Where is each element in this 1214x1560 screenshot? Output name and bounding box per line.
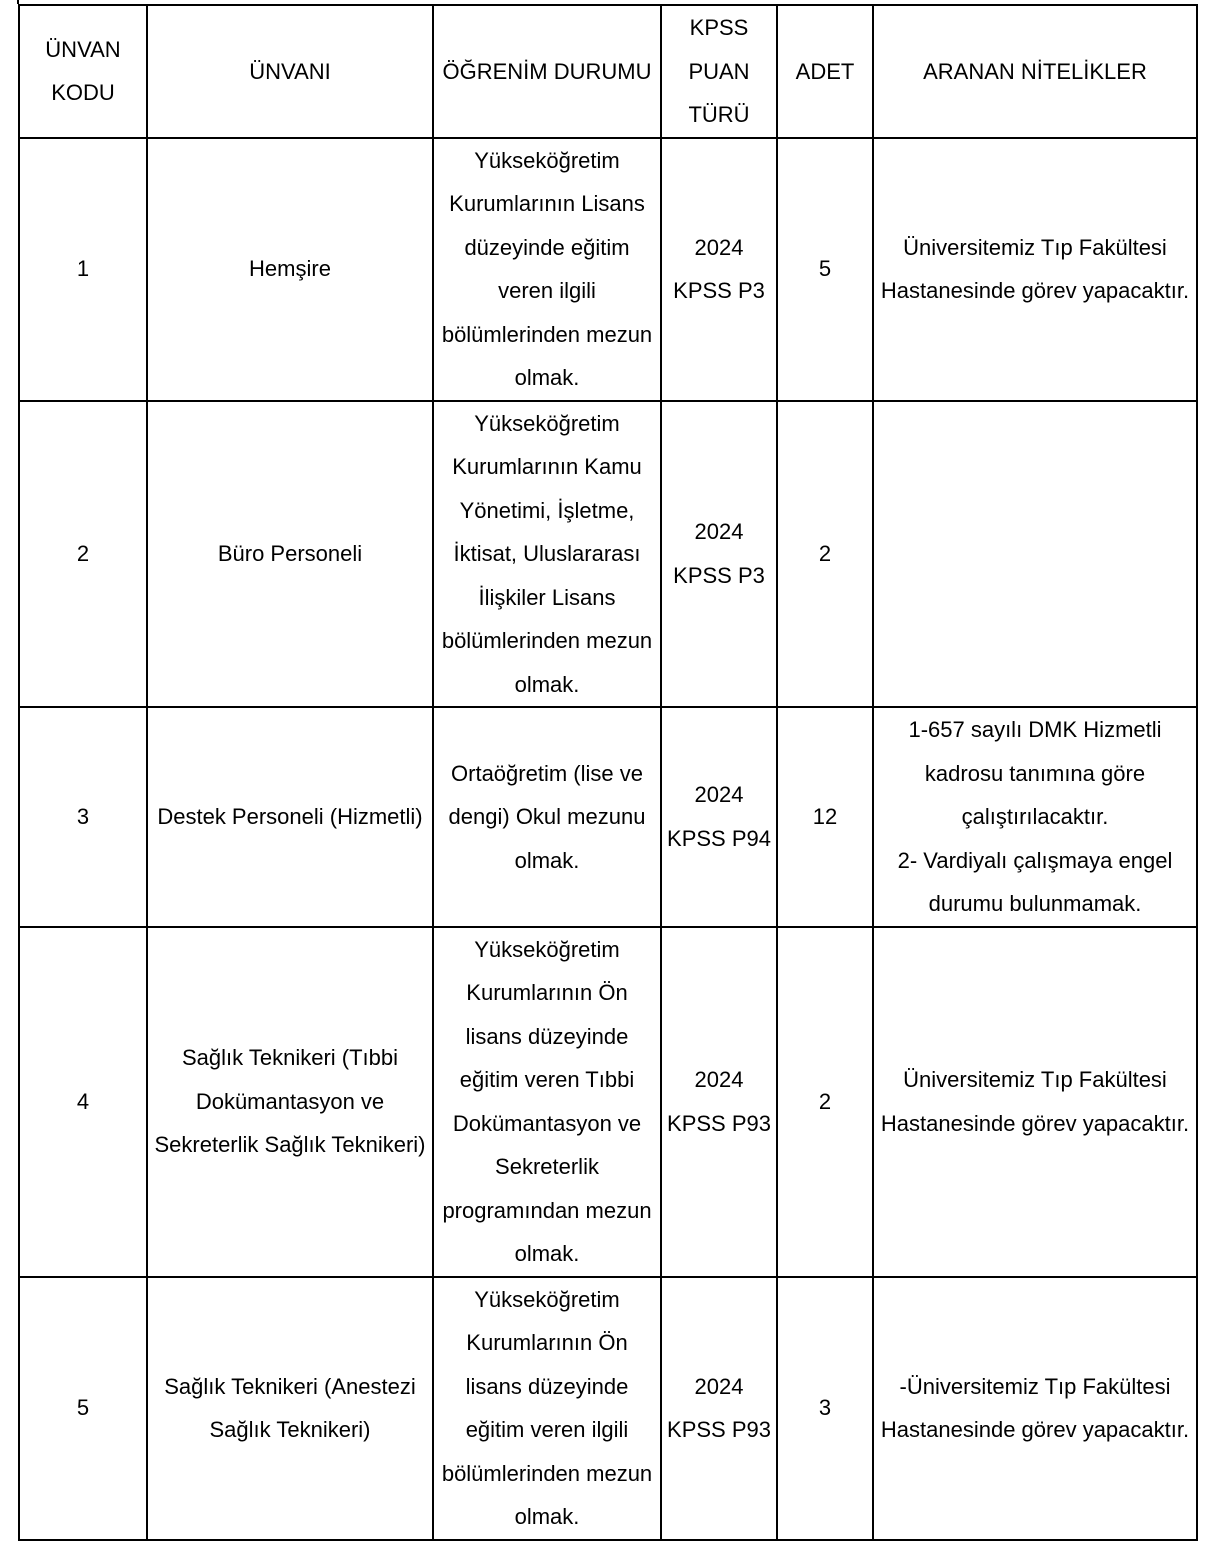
cell-education-line: veren ilgili — [498, 278, 596, 303]
cell-education-line: bölümlerinden mezun — [441, 321, 653, 347]
cell-requirements — [873, 1277, 1197, 1540]
cell-kpss-line: KPSS P93 — [667, 1110, 771, 1136]
cell-kpss-type — [661, 707, 777, 927]
cell-education-line: dengi) Okul mezunu — [448, 804, 646, 829]
cell-education-line: eğitim veren ilgili — [465, 1417, 629, 1442]
cell-count: 5 — [777, 138, 873, 401]
cell-education-line: bölümlerinden mezun — [441, 628, 653, 653]
cell-requirements-line: Hastanesinde görev yapacaktır. — [880, 1417, 1190, 1442]
cell-title-line: Büro Personeli — [217, 541, 363, 566]
cell-education-line: Sekreterlik — [495, 1154, 599, 1179]
cell-title-line: Destek Personeli (Hizmetli) — [157, 804, 423, 829]
cell-requirements-line: Üniversitemiz Tıp Fakültesi — [903, 234, 1167, 260]
header-code — [19, 5, 147, 138]
cell-requirements-line: çalıştırılacaktır. — [961, 804, 1109, 829]
cell-requirements-line: -Üniversitemiz Tıp Fakültesi — [899, 1373, 1171, 1399]
cell-requirements — [873, 401, 1197, 708]
cell-title-line: Sağlık Teknikeri (Anestezi — [164, 1373, 416, 1399]
cell-count: 3 — [777, 1277, 873, 1540]
header-kpss-line: PUAN — [688, 58, 750, 84]
cell-education — [433, 707, 661, 927]
header-code-line: ÜNVAN — [45, 36, 121, 62]
cell-education-line: olmak. — [514, 1504, 580, 1529]
cell-requirements — [873, 707, 1197, 927]
cell-requirements — [873, 927, 1197, 1277]
header-kpss-line: KPSS — [689, 15, 749, 40]
cell-code: 3 — [19, 707, 147, 927]
cell-kpss-line: 2024 — [694, 234, 744, 260]
cell-title-line: Hemşire — [249, 256, 331, 282]
cell-education-line: eğitim veren Tıbbi — [459, 1067, 635, 1092]
table-row — [19, 138, 1197, 401]
cell-requirements — [873, 138, 1197, 401]
cell-code: 4 — [19, 927, 147, 1277]
cell-education-line: Yükseköğretim — [474, 1286, 620, 1312]
cell-requirements-line: Hastanesinde görev yapacaktır. — [880, 278, 1190, 303]
cell-education-line: Yükseköğretim — [474, 936, 620, 962]
header-count: ADET — [777, 5, 873, 138]
table-row — [19, 927, 1197, 1277]
cell-kpss-line: KPSS P3 — [673, 278, 765, 303]
cell-education-line: İlişkiler Lisans — [478, 584, 616, 610]
cell-education-line: lisans düzeyinde — [465, 1023, 629, 1049]
cell-education-line: Kurumlarının Lisans — [449, 191, 645, 216]
cell-education-line: lisans düzeyinde — [465, 1373, 629, 1399]
cell-requirements-line: Üniversitemiz Tıp Fakültesi — [903, 1067, 1167, 1092]
cell-title — [147, 1277, 433, 1540]
header-kpss-type — [661, 5, 777, 138]
cell-title — [147, 927, 433, 1277]
cell-education-line: Kurumlarının Ön — [466, 1330, 628, 1355]
cell-education-line: olmak. — [514, 1241, 580, 1266]
cell-education-line: programından mezun — [442, 1197, 652, 1223]
cell-education-line: Ortaöğretim (lise ve — [451, 760, 643, 786]
header-code-line: KODU — [51, 80, 115, 106]
cell-requirements-line: Hastanesinde görev yapacaktır. — [880, 1110, 1190, 1136]
cell-education-line: Kurumlarının Ön — [466, 980, 628, 1005]
cell-education-line: bölümlerinden mezun — [441, 1460, 653, 1486]
cell-kpss-line: KPSS P3 — [673, 562, 765, 588]
cell-education — [433, 401, 661, 708]
cell-education-line: Kurumlarının Kamu — [452, 454, 642, 479]
cell-education-line: Yönetimi, İşletme, — [459, 497, 635, 523]
cell-title-line: Sağlık Teknikeri (Tıbbi — [181, 1045, 398, 1071]
cell-education-line: Dokümantasyon ve — [452, 1110, 642, 1136]
cell-education-line: olmak. — [514, 847, 580, 873]
cell-kpss-type — [661, 1277, 777, 1540]
cell-requirements-line: kadrosu tanımına göre — [924, 760, 1146, 786]
cell-count: 2 — [777, 927, 873, 1277]
cell-code: 2 — [19, 401, 147, 708]
table-row — [19, 401, 1197, 708]
cell-kpss-line: KPSS P94 — [667, 825, 771, 851]
cell-kpss-line: KPSS P93 — [667, 1417, 771, 1442]
cell-title — [147, 707, 433, 927]
table-row — [19, 707, 1197, 927]
cell-education-line: olmak. — [514, 671, 580, 697]
table-row — [19, 1277, 1197, 1540]
cell-code: 1 — [19, 138, 147, 401]
cell-education-line: Yükseköğretim — [474, 410, 620, 436]
header-requirements: ARANAN NİTELİKLER — [873, 5, 1197, 138]
header-title: ÜNVANI — [147, 5, 433, 138]
cell-title-line: Sekreterlik Sağlık Teknikeri) — [154, 1132, 426, 1158]
cell-count: 12 — [777, 707, 873, 927]
cell-education-line: Yükseköğretim — [474, 147, 620, 173]
cell-title-line: Dokümantasyon ve — [195, 1088, 385, 1114]
cell-kpss-type — [661, 138, 777, 401]
cell-kpss-type — [661, 927, 777, 1277]
cell-education — [433, 1277, 661, 1540]
cell-code: 5 — [19, 1277, 147, 1540]
cell-kpss-line: 2024 — [694, 519, 744, 545]
cell-education-line: İktisat, Uluslararası — [453, 541, 641, 566]
cell-education — [433, 927, 661, 1277]
cell-count: 2 — [777, 401, 873, 708]
cell-requirements-line: durumu bulunmamak. — [928, 891, 1142, 916]
job-positions-table — [18, 4, 1198, 1541]
cell-requirements-line: 1-657 sayılı DMK Hizmetli — [908, 717, 1162, 742]
cell-education-line: olmak. — [514, 365, 580, 390]
cell-kpss-type — [661, 401, 777, 708]
cell-kpss-line: 2024 — [694, 782, 744, 808]
cell-title — [147, 401, 433, 708]
cell-title — [147, 138, 433, 401]
cell-kpss-line: 2024 — [694, 1373, 744, 1399]
table-header-row — [19, 5, 1197, 138]
cell-kpss-line: 2024 — [694, 1067, 744, 1092]
cell-requirements-line: 2- Vardiyalı çalışmaya engel — [897, 847, 1173, 873]
cell-education — [433, 138, 661, 401]
header-education: ÖĞRENİM DURUMU — [433, 5, 661, 138]
cell-education-line: düzeyinde eğitim — [464, 234, 630, 260]
cell-title-line: Sağlık Teknikeri) — [209, 1417, 371, 1442]
header-kpss-line: TÜRÜ — [688, 102, 750, 127]
